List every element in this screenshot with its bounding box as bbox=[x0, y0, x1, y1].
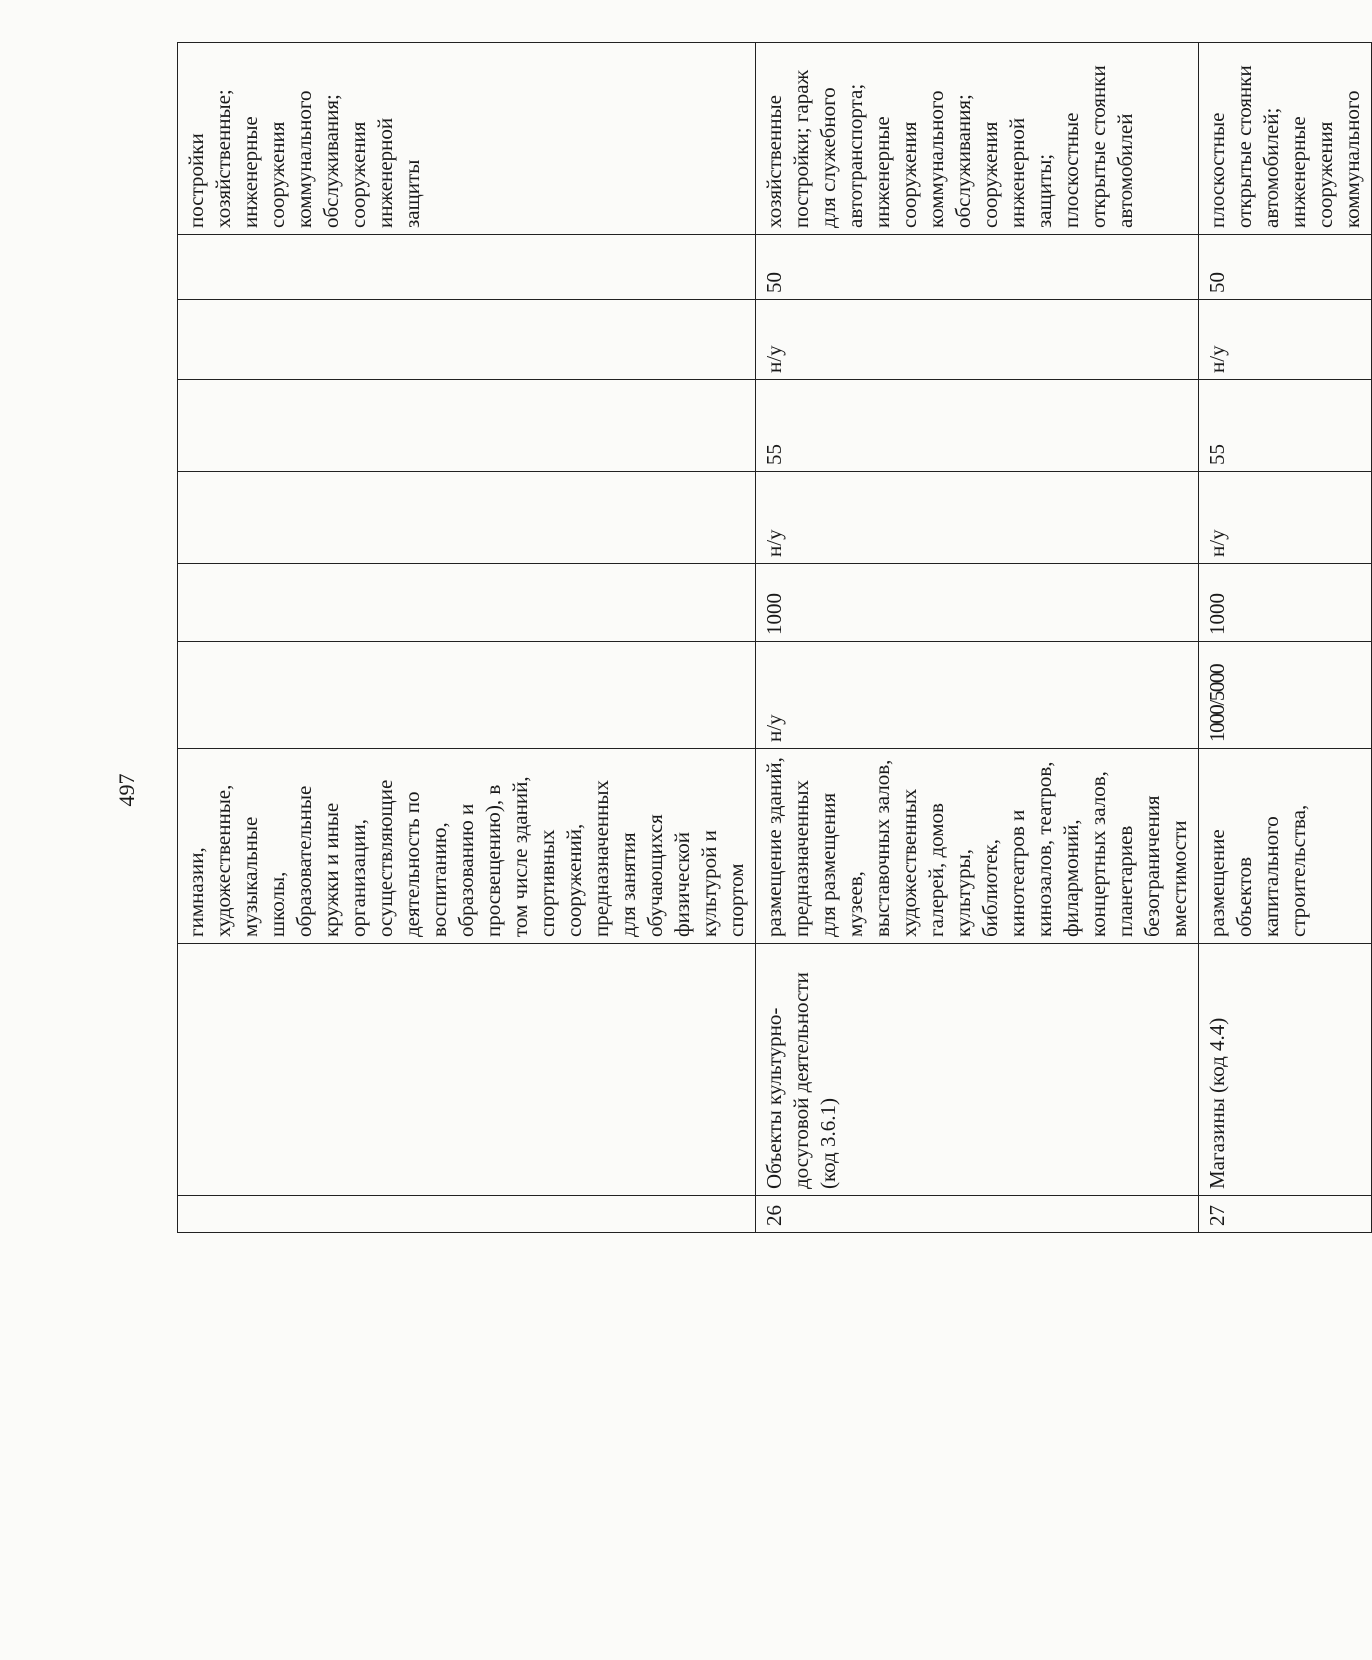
use-description: размещение зданий, предназначенных для размещения музеев, выставочных залов, художественных галерей, домов культуры, библиотек, кинотеатров и кинозалов, театров, филармоний, концертных залов, планетариев безограничения вместимости bbox=[756, 749, 1199, 944]
use-name bbox=[178, 944, 756, 1196]
table-row bbox=[178, 43, 756, 1233]
row-number bbox=[178, 1196, 756, 1233]
param-cell: н/у bbox=[756, 472, 1199, 564]
param-cell bbox=[178, 235, 756, 300]
max-area: 1000 bbox=[1199, 564, 1372, 642]
param-cell bbox=[178, 380, 756, 472]
regulations-table bbox=[177, 42, 1372, 1233]
param-cell: 55 bbox=[1199, 380, 1372, 472]
use-description: размещение объектов капитального строительства, bbox=[1199, 749, 1372, 944]
param-cell: н/у bbox=[756, 300, 1199, 380]
param-cell: н/у bbox=[1199, 472, 1372, 564]
use-name: Объекты культурно-досуговой деятельности (код 3.6.1) bbox=[756, 944, 1199, 1196]
param-cell bbox=[178, 472, 756, 564]
auxiliary-uses: хозяйственные постройки; гараж для служебного автотранспорта; инженерные сооружения коммунального обслуживания; сооружения инженерной защиты; плоскостные открытые стоянки автомобилей bbox=[756, 43, 1199, 235]
max-area: 1000 bbox=[756, 564, 1199, 642]
min-area bbox=[178, 642, 756, 749]
row-number: 26 bbox=[756, 1196, 1199, 1233]
rotated-table-wrapper bbox=[177, 43, 1364, 1233]
min-area: н/у bbox=[756, 642, 1199, 749]
table-row bbox=[1199, 43, 1372, 1233]
row-number: 27 bbox=[1199, 1196, 1372, 1233]
max-area bbox=[178, 564, 756, 642]
param-cell bbox=[178, 300, 756, 380]
param-cell: 50 bbox=[756, 235, 1199, 300]
page-number: 497 bbox=[114, 773, 139, 807]
param-cell: 50 bbox=[1199, 235, 1372, 300]
auxiliary-uses: плоскостные открытые стоянки автомобилей; инженерные сооружения коммунального bbox=[1199, 43, 1372, 235]
use-name: Магазины (код 4.4) bbox=[1199, 944, 1372, 1196]
param-cell: 55 bbox=[756, 380, 1199, 472]
param-cell: н/у bbox=[1199, 300, 1372, 380]
use-description: гимназии, художественные, музыкальные школы, образовательные кружки и иные организации, осуществляющие деятельность по воспитанию, образованию и просвещению), в том числе зданий, спортивных сооружений, предназначенных для занятия обучающихся физической культурой и спортом bbox=[178, 749, 756, 944]
auxiliary-uses: постройки хозяйственные; инженерные сооружения коммунального обслуживания; сооружения инженерной защиты bbox=[178, 43, 756, 235]
min-area: 1000/5000 bbox=[1199, 642, 1372, 749]
table-row bbox=[756, 43, 1199, 1233]
